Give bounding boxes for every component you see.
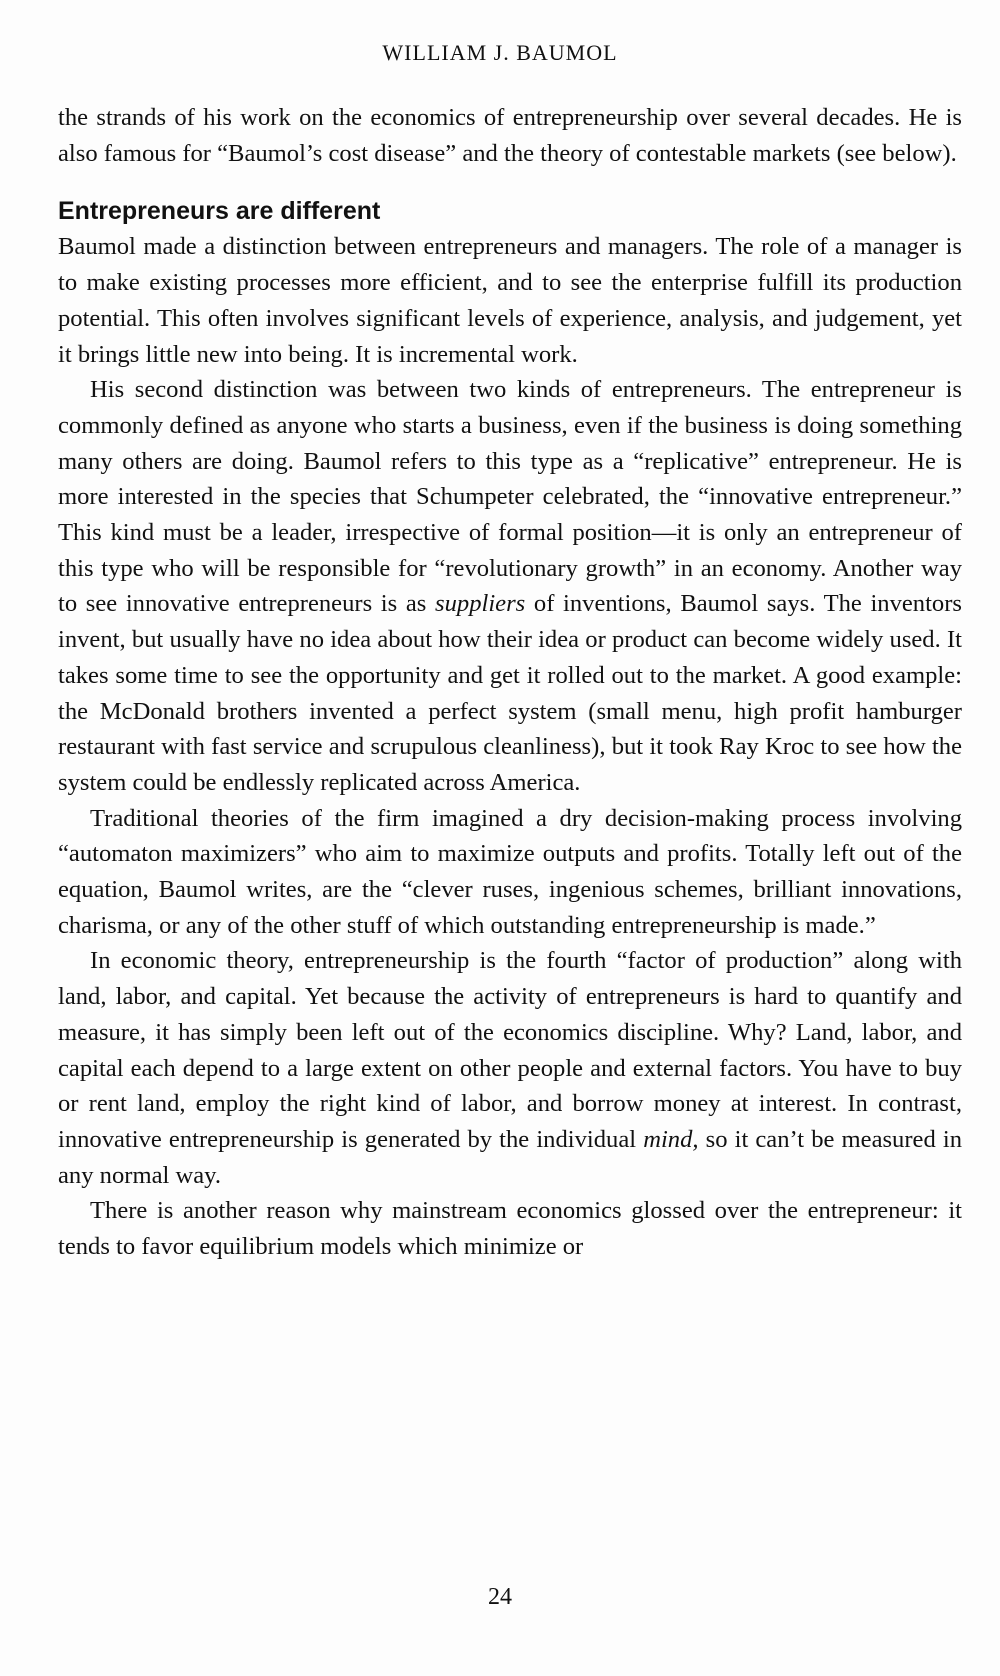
paragraph-factor-of-production — [58, 943, 962, 1193]
running-header: WILLIAM J. BAUMOL — [382, 40, 618, 65]
paragraph-managers: Baumol made a distinction between entrepreneurs and managers. The role of a manager is to make existing processes more efficient, and to see the enterprise fulfill its production potential. This often involves significant levels of experience, analysis, and judgement, yet it brings little new into being. It is incremental work. — [58, 233, 962, 368]
paragraph-equilibrium: There is another reason why mainstream economics glossed over the entrepreneur: it tends to favor equilibrium models which minimize or — [58, 1197, 962, 1261]
emphasis-text: suppliers — [435, 590, 526, 618]
paragraph-text-segment: so it can’t be measured in any normal way. — [58, 1125, 962, 1189]
paragraph-entrepreneur-types — [58, 372, 962, 800]
intro-paragraph: the strands of his work on the economics of entrepreneurship over several decades. He is also famous for “Baumol’s cost disease” and the theory of contestable markets (see below). — [58, 104, 962, 167]
paragraph-text-segment: His second distinction was between two kinds of entrepreneurs. The entrepreneur is commonly defined as anyone who starts a business, even if the business is doing something many others are doing. Baumol refers to this type as a “replicative” entrepreneur. He is more interested in the species that Schumpeter celebrated, the “innovative entrepreneur.” This kind must be a leader, irrespective of formal position—it is only an entrepreneur of this type who will be responsible for “revolutionary growth” in an economy. Another way to see innovative entrepreneurs is as — [58, 376, 962, 618]
emphasis-text: mind, — [643, 1125, 699, 1153]
paragraph-theories-of-firm: Traditional theories of the firm imagined a dry decision-making process involving “automaton maximizers” who aim to maximize outputs and profits. Totally left out of the equation, Baumol writes, are the “clever ruses, ingenious schemes, brilliant innovations, charisma, or any of the other stuff of which outstanding entrepreneurship is made.” — [58, 804, 962, 939]
paragraph-text-segment: In economic theory, entrepreneurship is the fourth “factor of production” along with land, labor, and capital. Yet because the activity of entrepreneurs is hard to quantify and measure, it has simply been left out of the economics discipline. Why? Land, labor, and capital each depend to a large extent on other people and external factors. You have to buy or rent land, employ the right kind of labor, and borrow money at interest. In contrast, innovative entrepreneurship is generated by the individual — [58, 947, 962, 1153]
page-body — [58, 100, 962, 1265]
paragraph-text-segment: of inventions, Baumol says. The inventors invent, but usually have no idea about how their idea or product can become widely used. It takes some time to see the opportunity and get it rolled out to the market. A good example: the McDonald brothers invented a perfect system (small menu, high profit hamburger restaurant with fast service and scrupulous cleanliness), but it took Ray Kroc to see how the system could be endlessly replicated across America. — [58, 590, 962, 796]
section-heading: Entrepreneurs are different — [58, 197, 381, 226]
page-number: 24 — [488, 1584, 512, 1610]
